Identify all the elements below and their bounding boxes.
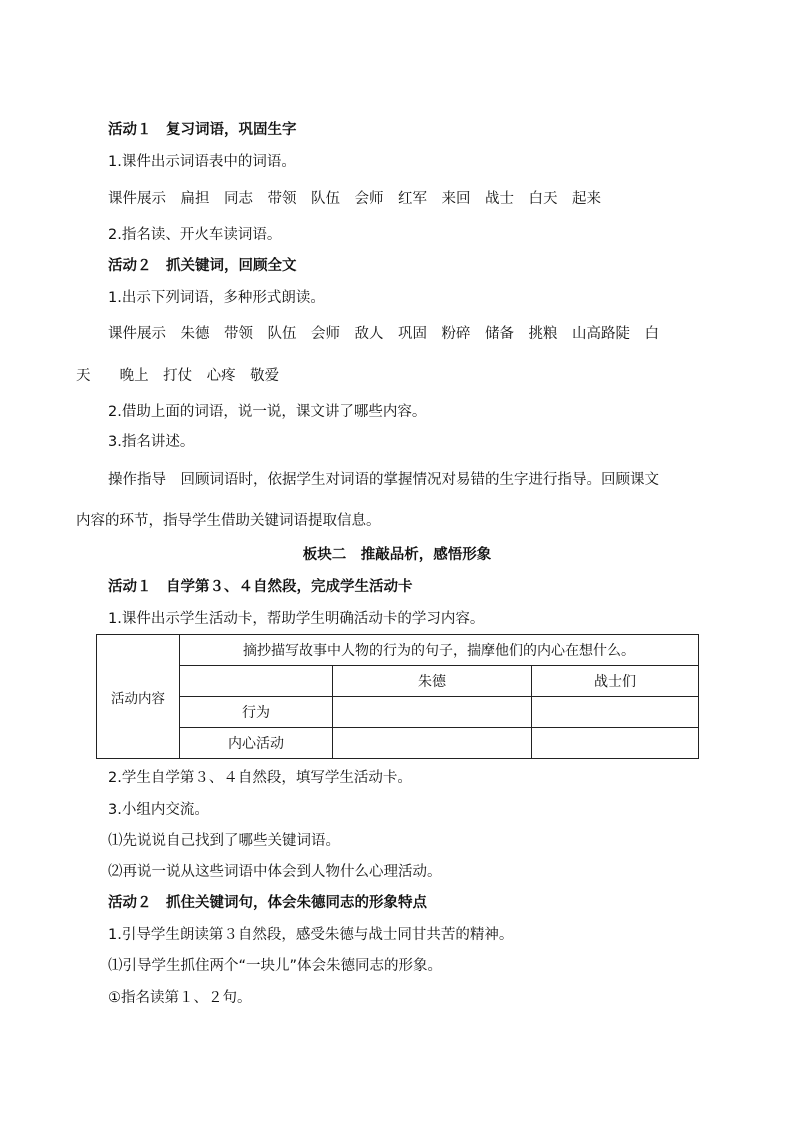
sub-step-text: ⑴引导学生抓住两个“一块儿”体会朱德同志的形象。 — [108, 958, 443, 974]
activity-1-heading: 活动１ 复习词语，巩固生字 — [108, 122, 297, 138]
activity-2-heading: 活动２ 抓住关键词句，体会朱德同志的形象特点 — [108, 895, 427, 911]
behavior-soldiers-cell — [532, 697, 699, 728]
vocabulary-display: 课件展示 扁担 同志 带领 队伍 会师 红军 来回 战士 白天 起来 — [108, 191, 601, 207]
row-behavior-label: 行为 — [180, 697, 333, 728]
block-title: 板块二 推敲品析，感悟形象 — [302, 547, 492, 563]
step-text: 3.指名讲述。 — [108, 434, 195, 450]
activity-instruction: 摘抄描写故事中人物的行为的句子，揣摩他们的内心在想什么。 — [180, 635, 699, 666]
step-text: 2.学生自学第３、４自然段，填写学生活动卡。 — [108, 770, 412, 786]
sub-step-text: ⑵再说一说从这些词语中体会到人物什么心理活动。 — [108, 864, 442, 880]
inner-zhude-cell — [333, 728, 532, 759]
header-empty-cell — [180, 666, 333, 697]
operation-guide: 操作指导 回顾词语时，依据学生对词语的掌握情况对易错的生字进行指导。回顾课文 — [108, 472, 659, 488]
step-text: 2.指名读、开火车读词语。 — [108, 227, 282, 243]
inner-soldiers-cell — [532, 728, 699, 759]
header-soldiers: 战士们 — [532, 666, 699, 697]
sub-step-text: ⑴先说说自己找到了哪些关键词语。 — [108, 833, 340, 849]
student-activity-card — [96, 634, 699, 759]
header-zhude: 朱德 — [333, 666, 532, 697]
sub-step-text: ①指名读第１、２句。 — [108, 990, 252, 1006]
step-text: 1.出示下列词语，多种形式朗读。 — [108, 290, 325, 306]
operation-guide-continued: 内容的环节，指导学生借助关键词语提取信息。 — [76, 513, 381, 529]
activity-1-heading: 活动１ 自学第３、４自然段，完成学生活动卡 — [108, 579, 413, 595]
vocabulary-display-continued: 天 晚上 打仗 心疼 敬爱 — [76, 368, 280, 384]
step-text: 1.课件出示学生活动卡，帮助学生明确活动卡的学习内容。 — [108, 611, 485, 627]
row-inner-activity-label: 内心活动 — [180, 728, 333, 759]
step-text: 2.借助上面的词语，说一说，课文讲了哪些内容。 — [108, 404, 427, 420]
vocabulary-display: 课件展示 朱德 带领 队伍 会师 敌人 巩固 粉碎 储备 挑粮 山高路陡 白 — [108, 326, 659, 342]
activity-2-heading: 活动２ 抓关键词，回顾全文 — [108, 258, 297, 274]
step-text: 1.课件出示词语表中的词语。 — [108, 154, 296, 170]
behavior-zhude-cell — [333, 697, 532, 728]
step-text: 1.引导学生朗读第３自然段，感受朱德与战士同甘共苦的精神。 — [108, 927, 514, 943]
step-text: 3.小组内交流。 — [108, 802, 209, 818]
activity-content-label: 活动内容 — [97, 635, 180, 759]
